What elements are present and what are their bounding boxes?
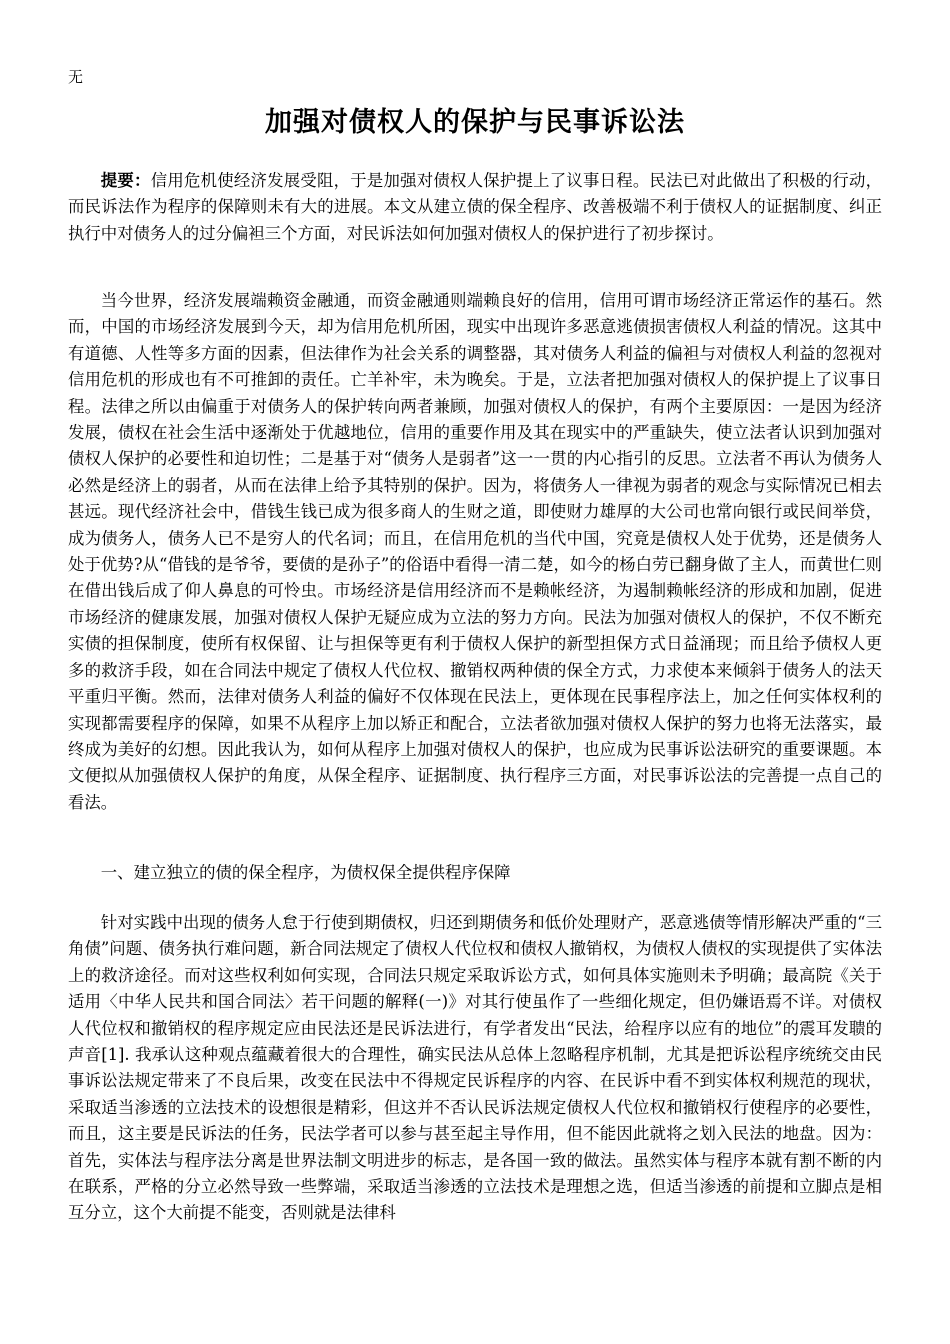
abstract-label: 提要： <box>100 171 151 190</box>
section-1-paragraph: 针对实践中出现的债务人怠于行使到期债权，归还到期债务和低价处理财产，恶意逃债等情形解决严重的“三角债”问题、债务执行难问题，新合同法规定了债权人代位权和债权人撤销权，为债权人债权的实现提供了实体法上的救济途径。而对这些权利如何实现，合同法只规定采取诉讼方式，如何具体实施则未予明确；最高院《关于适用〈中华人民共和国合同法〉若干问题的解释(一)》对其行使虽作了一些细化规定，但仍嫌语焉不详。对债权人代位权和撤销权的程序规定应由民法还是民诉法进行，有学者发出“民法，给程序以应有的地位”的震耳发聩的声音[1]. 我承认这种观点蕴藏着很大的合理性，确实民法从总体上忽略程序机制，尤其是把诉讼程序统统交由民事诉讼法规定带来了不良后果，改变在民法中不得规定民诉程序的内容、在民诉中看不到实体权利规范的现状，采取适当渗透的立法技术的设想很是精彩，但这并不否认民诉法规定债权人代位权和撤销权行使程序的必要性，而且，这主要是民诉法的任务，民法学者可以参与甚至起主导作用，但不能因此就将之划入民法的地盘。因为：首先，实体法与程序法分离是世界法制文明进步的标志，是各国一致的做法。虽然实体与程序本就有割不断的内在联系，严格的分立必然导致一些弊端，采取适当渗透的立法技术是理想之选，但适当渗透的前提和立脚点是相互分立，这个大前提不能变，否则就是法律科 <box>68 913 882 1223</box>
document-title: 加强对债权人的保护与民事诉讼法 <box>265 107 685 138</box>
header-mark: 无 <box>68 68 84 86</box>
intro-paragraph: 当今世界，经济发展端赖资金融通，而资金融通则端赖良好的信用，信用可谓市场经济正常运作的基石。然而，中国的市场经济发展到今天，却为信用危机所困，现实中出现许多恶意逃债损害债权人利益的情况。这其中有道德、人性等多方面的因素，但法律作为社会关系的调整器，其对债务人利益的偏袒与对债权人利益的忽视对信用危机的形成也有不可推卸的责任。亡羊补牢，未为晚矣。于是，立法者把加强对债权人的保护提上了议事日程。法律之所以由偏重于对债务人的保护转向两者兼顾，加强对债权人的保护，有两个主要原因：一是因为经济发展，债权在社会生活中逐渐处于优越地位，信用的重要作用及其在现实中的严重缺失，使立法者认识到加强对债权人保护的必要性和迫切性；二是基于对“债务人是弱者”这一一贯的内心指引的反思。立法者不再认为债务人必然是经济上的弱者，从而在法律上给予其特别的保护。因为，将债务人一律视为弱者的观念与实际情况已相去甚远。现代经济社会中，借钱生钱已成为很多商人的生财之道，即使财力雄厚的大公司也常向银行或民间举贷，成为债务人，债务人已不是穷人的代名词；而且，在信用危机的当代中国，究竟是债权人处于优势，还是债务人处于优势?从“借钱的是爷爷，要债的是孙子”的俗语中看得一清二楚，如今的杨白劳已翻身做了主人，而黄世仁则在借出钱后成了仰人鼻息的可怜虫。市场经济是信用经济而不是赖帐经济，为遏制赖帐经济的形成和加剧，促进市场经济的健康发展，加强对债权人保护无疑应成为立法的努力方向。民法为加强对债权人的保护，不仅不断充实债的担保制度，使所有权保留、让与担保等更有利于债权人保护的新型担保方式日益涌现；而且给予债权人更多的救济手段，如在合同法中规定了债权人代位权、撤销权两种债的保全方式，力求使本来倾斜于债务人的法天平重归平衡。然而，法律对债务人利益的偏好不仅体现在民法上，更体现在民事程序法上，加之任何实体权利的实现都需要程序的保障，如果不从程序上加以矫正和配合，立法者欲加强对债权人保护的努力也将无法落实，最终成为美好的幻想。因此我认为，如何从程序上加强对债权人的保护，也应成为民事诉讼法研究的重要课题。本文便拟从加强债权人保护的角度，从保全程序、证据制度、执行程序三方面，对民事诉讼法的完善提一点自己的看法。 <box>68 291 882 812</box>
abstract-paragraph <box>68 168 882 247</box>
section-1-heading: 一、建立独立的债的保全程序，为债权保全提供程序保障 <box>100 863 511 882</box>
abstract-text: 信用危机使经济发展受阻，于是加强对债权人保护提上了议事日程。民法已对此做出了积极的行动，而民诉法作为程序的保障则未有大的进展。本文从建立债的保全程序、改善极端不利于债权人的证据制度、纠正执行中对债务人的过分偏袒三个方面，对民诉法如何加强对债权人的保护进行了初步探讨。 <box>68 171 883 243</box>
